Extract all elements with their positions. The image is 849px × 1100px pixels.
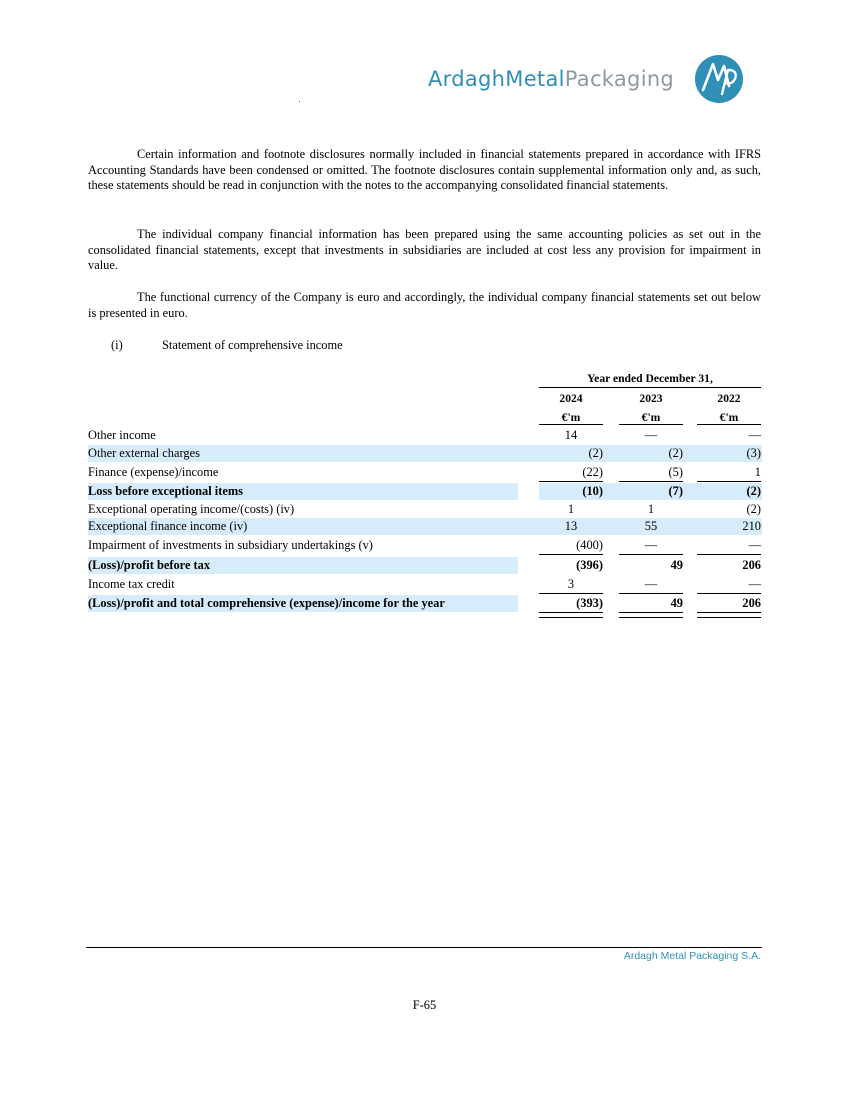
section-heading: (i) Statement of comprehensive income	[111, 338, 343, 352]
table-row-finance-income: Finance (expense)/income (22) (5) 1	[88, 465, 761, 479]
subtotal-rule	[619, 481, 683, 482]
total-double-rule	[539, 612, 603, 618]
paragraph-disclosures: Certain information and footnote disclosures normally included in financial statements prepared in accordance with IFRS Accounting Standards have been condensed or omitted. The footnote disclosures contain supplemental information only and, as such, these statements should be read in conjunction with the notes to the accompanying consolidated financial statements.	[88, 147, 761, 193]
footer-company-name: Ardagh Metal Packaging S.A.	[623, 950, 761, 962]
year-header-2024: 2024	[559, 392, 583, 405]
footer-rule	[86, 947, 762, 948]
paragraph-functional-currency: The functional currency of the Company is euro and accordingly, the individual company financial statements set out below is presented in euro.	[88, 290, 761, 320]
year-header-2023: 2023	[639, 392, 663, 405]
year-header-2022: 2022	[717, 392, 741, 405]
subtotal-rule	[697, 554, 761, 555]
page-number: F-65	[412, 998, 437, 1012]
subtotal-rule	[539, 593, 603, 594]
unit-header-2024: €'m	[539, 411, 603, 425]
subtotal-rule	[539, 481, 603, 482]
period-header: Year ended December 31,	[539, 372, 761, 388]
table-row-total-comprehensive: (Loss)/profit and total comprehensive (expense)/income for the year (393) 49 206	[88, 596, 761, 610]
total-double-rule	[697, 612, 761, 618]
table-row-income-tax-credit: Income tax credit 3 — —	[88, 577, 761, 591]
subtotal-rule	[619, 593, 683, 594]
subtotal-rule	[539, 554, 603, 555]
amp-monogram-icon	[694, 54, 744, 104]
paragraph-accounting-policies: The individual company financial information has been prepared using the same accounting policies as set out in the consolidated financial statements, except that investments in subsidiaries are included at cost less any provision for impairment in value.	[88, 227, 761, 273]
table-row-exceptional-operating: Exceptional operating income/(costs) (iv) 1 1 (2)	[88, 502, 761, 516]
subtotal-rule	[697, 593, 761, 594]
table-row-profit-before-tax: (Loss)/profit before tax (396) 49 206	[88, 558, 761, 572]
unit-header-2022: €'m	[697, 411, 761, 425]
unit-header-2023: €'m	[619, 411, 683, 425]
stray-dot	[299, 101, 300, 102]
table-row-other-income: Other income 14 — —	[88, 428, 761, 442]
table-row-impairment: Impairment of investments in subsidiary undertakings (v) (400) — —	[88, 538, 761, 552]
subtotal-rule	[619, 554, 683, 555]
subtotal-rule	[697, 481, 761, 482]
table-row-loss-before-exceptional: Loss before exceptional items (10) (7) (2)	[88, 484, 761, 498]
table-row-exceptional-finance: Exceptional finance income (iv) 13 55 210	[88, 519, 761, 533]
total-double-rule	[619, 612, 683, 618]
logo-wordmark: ArdaghMetalPackaging	[428, 67, 675, 91]
company-logo	[428, 52, 748, 108]
table-row-other-external-charges: Other external charges (2) (2) (3)	[88, 446, 761, 460]
